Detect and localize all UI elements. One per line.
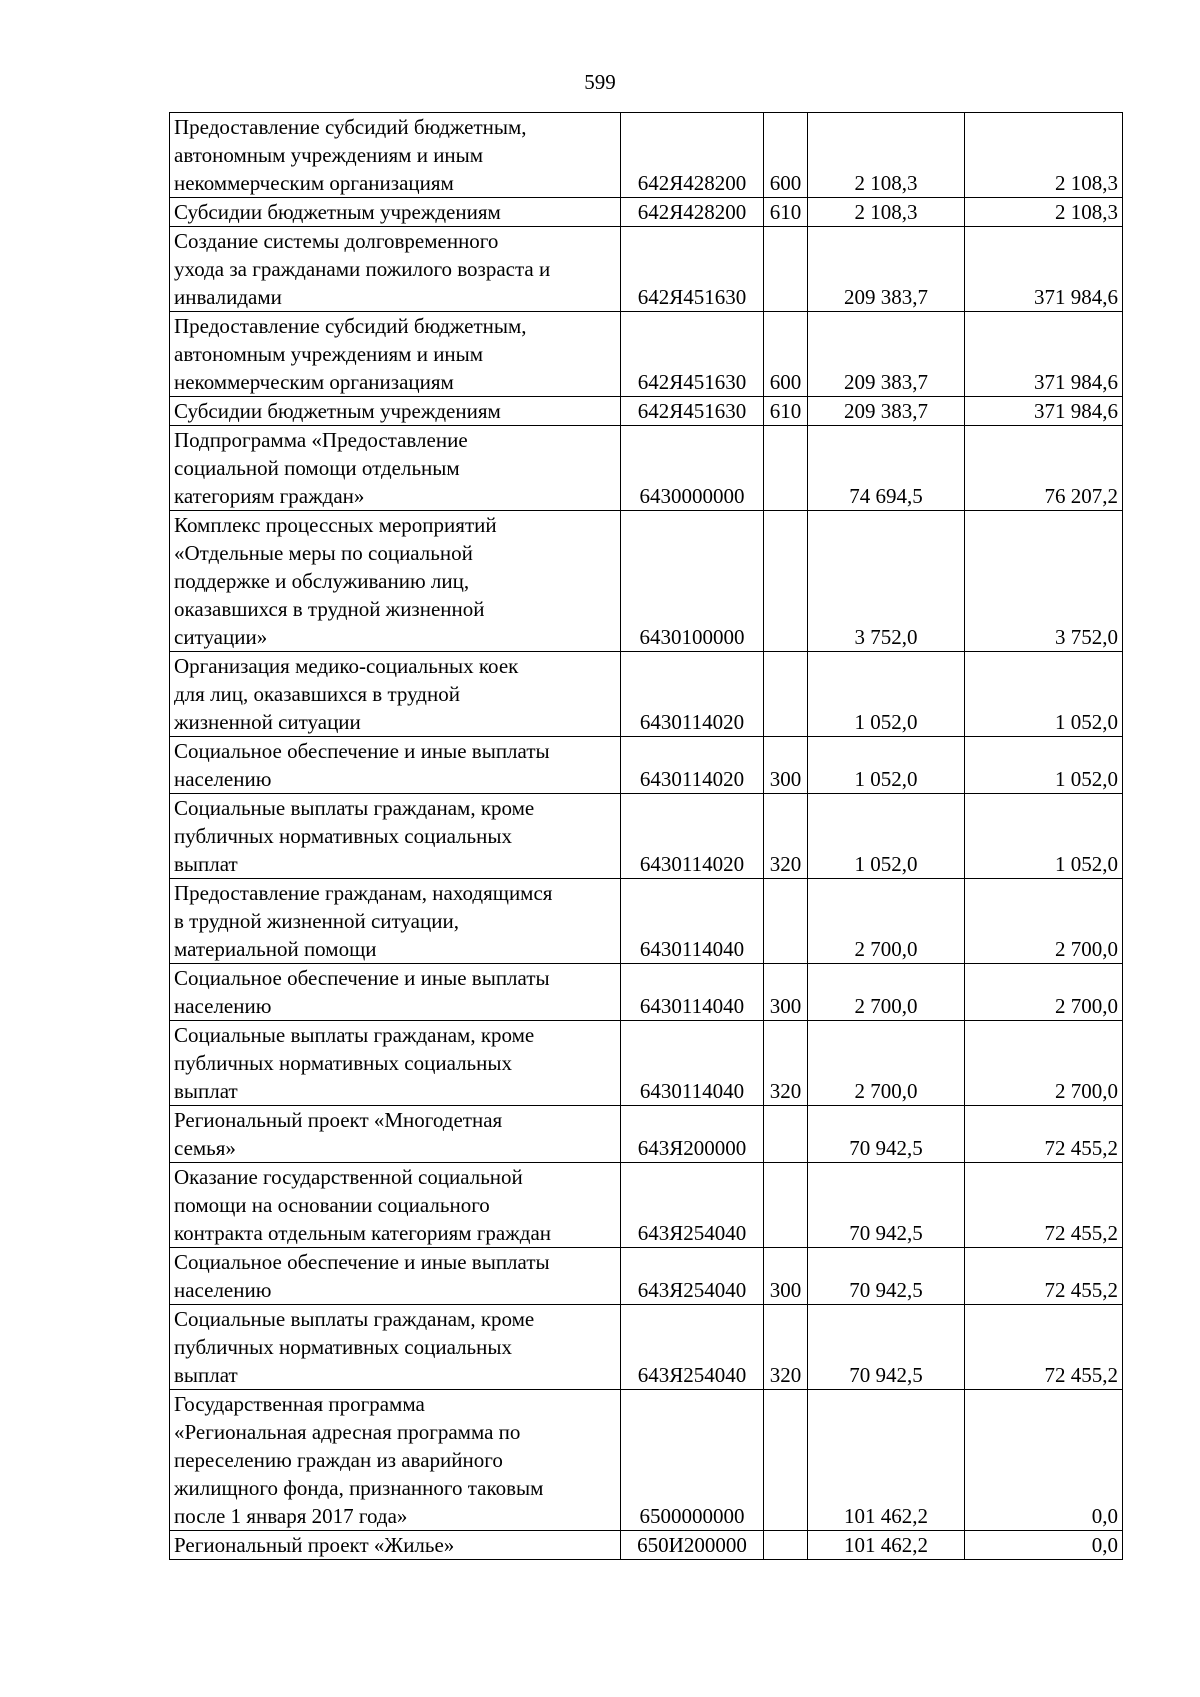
row-name-cell xyxy=(170,964,621,1021)
row-name-line: публичных нормативных социальных xyxy=(174,1335,512,1359)
table-row xyxy=(170,737,1123,794)
row-name-line: Предоставление субсидий бюджетным, xyxy=(174,115,527,139)
row-name-cell xyxy=(170,1021,621,1106)
row-code-cell: 6430100000 xyxy=(621,511,764,652)
row-code-cell: 642Я451630 xyxy=(621,312,764,397)
row-name-cell xyxy=(170,1106,621,1163)
row-name-line: жилищного фонда, признанного таковым xyxy=(174,1476,544,1500)
row-name-line: Социальные выплаты гражданам, кроме xyxy=(174,1307,535,1331)
row-expense-type-cell: 320 xyxy=(764,1305,808,1390)
page-number: 599 xyxy=(584,70,616,94)
row-amount-1-cell: 101 462,2 xyxy=(808,1390,965,1531)
table-row xyxy=(170,312,1123,397)
row-amount-2-cell: 0,0 xyxy=(965,1531,1123,1560)
row-name-line: Государственная программа xyxy=(174,1392,425,1416)
row-amount-2-cell: 76 207,2 xyxy=(965,426,1123,511)
row-amount-1-cell: 70 942,5 xyxy=(808,1305,965,1390)
row-expense-type-cell: 300 xyxy=(764,1248,808,1305)
row-name-cell xyxy=(170,1390,621,1531)
table-row xyxy=(170,879,1123,964)
row-name-cell xyxy=(170,1531,621,1560)
row-name-line: семья» xyxy=(174,1136,236,1160)
row-name-line: Социальное обеспечение и иные выплаты xyxy=(174,739,550,763)
row-name-cell xyxy=(170,652,621,737)
row-amount-1-cell: 1 052,0 xyxy=(808,652,965,737)
row-name-cell xyxy=(170,511,621,652)
row-amount-2-cell: 371 984,6 xyxy=(965,227,1123,312)
row-amount-1-cell: 2 700,0 xyxy=(808,964,965,1021)
row-amount-1-cell: 209 383,7 xyxy=(808,397,965,426)
table-row xyxy=(170,1390,1123,1531)
row-amount-1-cell: 3 752,0 xyxy=(808,511,965,652)
row-expense-type-cell: 600 xyxy=(764,312,808,397)
row-name-cell xyxy=(170,737,621,794)
row-amount-2-cell: 2 700,0 xyxy=(965,1021,1123,1106)
row-name-cell xyxy=(170,198,621,227)
row-amount-1-cell: 2 700,0 xyxy=(808,1021,965,1106)
row-amount-2-cell: 3 752,0 xyxy=(965,511,1123,652)
row-name-cell xyxy=(170,879,621,964)
table-row xyxy=(170,426,1123,511)
row-name-line: Социальные выплаты гражданам, кроме xyxy=(174,796,535,820)
table-row xyxy=(170,1106,1123,1163)
row-amount-1-cell: 74 694,5 xyxy=(808,426,965,511)
row-name-line: «Региональная адресная программа по xyxy=(174,1420,521,1444)
row-name-cell xyxy=(170,794,621,879)
row-code-cell: 643Я200000 xyxy=(621,1106,764,1163)
row-name-line: Субсидии бюджетным учреждениям xyxy=(174,399,501,423)
row-name-line: некоммерческим организациям xyxy=(174,171,454,195)
row-expense-type-cell: 610 xyxy=(764,198,808,227)
row-name-line: ситуации» xyxy=(174,625,268,649)
row-code-cell: 6430114040 xyxy=(621,964,764,1021)
table-row xyxy=(170,113,1123,198)
row-name-line: некоммерческим организациям xyxy=(174,370,454,394)
row-expense-type-cell xyxy=(764,1163,808,1248)
table-row xyxy=(170,1248,1123,1305)
row-code-cell: 6430114040 xyxy=(621,1021,764,1106)
row-name-line: Создание системы долговременного xyxy=(174,229,499,253)
row-name-line: населению xyxy=(174,1278,272,1302)
row-code-cell: 642Я428200 xyxy=(621,113,764,198)
row-expense-type-cell: 610 xyxy=(764,397,808,426)
row-name-line: помощи на основании социального xyxy=(174,1193,490,1217)
table-row xyxy=(170,397,1123,426)
row-name-line: Социальное обеспечение и иные выплаты xyxy=(174,966,550,990)
row-amount-2-cell: 2 108,3 xyxy=(965,113,1123,198)
row-code-cell: 642Я428200 xyxy=(621,198,764,227)
row-name-cell xyxy=(170,312,621,397)
row-expense-type-cell: 300 xyxy=(764,964,808,1021)
row-name-line: после 1 января 2017 года» xyxy=(174,1504,408,1528)
row-name-line: выплат xyxy=(174,852,238,876)
row-amount-2-cell: 1 052,0 xyxy=(965,794,1123,879)
row-code-cell: 642Я451630 xyxy=(621,397,764,426)
row-amount-1-cell: 1 052,0 xyxy=(808,737,965,794)
row-name-line: Социальное обеспечение и иные выплаты xyxy=(174,1250,550,1274)
row-expense-type-cell xyxy=(764,1390,808,1531)
row-name-line: Оказание государственной социальной xyxy=(174,1165,523,1189)
row-name-cell xyxy=(170,397,621,426)
table-row xyxy=(170,1305,1123,1390)
table-row xyxy=(170,794,1123,879)
row-amount-2-cell: 2 700,0 xyxy=(965,879,1123,964)
row-name-cell xyxy=(170,426,621,511)
row-name-line: ухода за гражданами пожилого возраста и xyxy=(174,257,551,281)
row-name-line: Социальные выплаты гражданам, кроме xyxy=(174,1023,535,1047)
row-code-cell: 6430114020 xyxy=(621,794,764,879)
row-name-line: для лиц, оказавшихся в трудной xyxy=(174,682,460,706)
row-name-line: Региональный проект «Жилье» xyxy=(174,1533,455,1557)
row-amount-2-cell: 72 455,2 xyxy=(965,1106,1123,1163)
row-name-cell xyxy=(170,1248,621,1305)
row-amount-2-cell: 371 984,6 xyxy=(965,312,1123,397)
row-name-cell xyxy=(170,227,621,312)
row-amount-2-cell: 1 052,0 xyxy=(965,652,1123,737)
row-name-line: населению xyxy=(174,994,272,1018)
table-row xyxy=(170,1531,1123,1560)
row-expense-type-cell xyxy=(764,879,808,964)
row-amount-1-cell: 2 108,3 xyxy=(808,198,965,227)
row-name-line: публичных нормативных социальных xyxy=(174,824,512,848)
row-name-line: социальной помощи отдельным xyxy=(174,456,460,480)
row-code-cell: 6430114040 xyxy=(621,879,764,964)
row-expense-type-cell xyxy=(764,1106,808,1163)
row-amount-1-cell: 2 108,3 xyxy=(808,113,965,198)
row-code-cell: 6430000000 xyxy=(621,426,764,511)
row-amount-1-cell: 70 942,5 xyxy=(808,1106,965,1163)
row-name-line: Подпрограмма «Предоставление xyxy=(174,428,468,452)
row-name-line: автономным учреждениям и иным xyxy=(174,143,484,167)
row-name-cell xyxy=(170,1305,621,1390)
row-name-line: населению xyxy=(174,767,272,791)
row-amount-1-cell: 1 052,0 xyxy=(808,794,965,879)
table-row xyxy=(170,1021,1123,1106)
row-name-line: категориям граждан» xyxy=(174,484,365,508)
row-expense-type-cell xyxy=(764,652,808,737)
row-name-line: выплат xyxy=(174,1363,238,1387)
row-name-line: Региональный проект «Многодетная xyxy=(174,1108,503,1132)
row-expense-type-cell: 320 xyxy=(764,1021,808,1106)
row-code-cell: 6430114020 xyxy=(621,652,764,737)
row-expense-type-cell: 320 xyxy=(764,794,808,879)
row-name-line: оказавшихся в трудной жизненной xyxy=(174,597,485,621)
row-name-line: контракта отдельным категориям граждан xyxy=(174,1221,552,1245)
table-row xyxy=(170,198,1123,227)
row-amount-1-cell: 101 462,2 xyxy=(808,1531,965,1560)
row-amount-2-cell: 1 052,0 xyxy=(965,737,1123,794)
row-expense-type-cell: 600 xyxy=(764,113,808,198)
row-amount-1-cell: 70 942,5 xyxy=(808,1248,965,1305)
row-name-line: материальной помощи xyxy=(174,937,377,961)
row-name-line: выплат xyxy=(174,1079,238,1103)
row-name-line: в трудной жизненной ситуации, xyxy=(174,909,459,933)
row-code-cell: 643Я254040 xyxy=(621,1305,764,1390)
row-name-line: инвалидами xyxy=(174,285,282,309)
row-amount-2-cell: 2 700,0 xyxy=(965,964,1123,1021)
budget-table-body xyxy=(170,113,1123,1560)
row-amount-1-cell: 209 383,7 xyxy=(808,312,965,397)
row-code-cell: 6500000000 xyxy=(621,1390,764,1531)
row-expense-type-cell xyxy=(764,426,808,511)
row-name-line: поддержке и обслуживанию лиц, xyxy=(174,569,470,593)
row-code-cell: 642Я451630 xyxy=(621,227,764,312)
budget-table xyxy=(169,112,1123,1560)
table-row xyxy=(170,964,1123,1021)
row-amount-2-cell: 0,0 xyxy=(965,1390,1123,1531)
row-code-cell: 643Я254040 xyxy=(621,1163,764,1248)
row-name-line: публичных нормативных социальных xyxy=(174,1051,512,1075)
row-amount-2-cell: 72 455,2 xyxy=(965,1305,1123,1390)
row-name-line: Предоставление субсидий бюджетным, xyxy=(174,314,527,338)
table-row xyxy=(170,652,1123,737)
table-row xyxy=(170,227,1123,312)
row-expense-type-cell: 300 xyxy=(764,737,808,794)
row-amount-2-cell: 72 455,2 xyxy=(965,1248,1123,1305)
row-amount-2-cell: 371 984,6 xyxy=(965,397,1123,426)
row-code-cell: 650И200000 xyxy=(621,1531,764,1560)
row-expense-type-cell xyxy=(764,1531,808,1560)
row-expense-type-cell xyxy=(764,511,808,652)
row-name-line: Комплекс процессных мероприятий xyxy=(174,513,497,537)
row-name-line: Организация медико-социальных коек xyxy=(174,654,519,678)
row-name-line: Субсидии бюджетным учреждениям xyxy=(174,200,501,224)
row-name-cell xyxy=(170,1163,621,1248)
row-name-cell xyxy=(170,113,621,198)
row-name-line: автономным учреждениям и иным xyxy=(174,342,484,366)
row-code-cell: 6430114020 xyxy=(621,737,764,794)
row-amount-2-cell: 2 108,3 xyxy=(965,198,1123,227)
row-name-line: «Отдельные меры по социальной xyxy=(174,541,473,565)
row-amount-1-cell: 209 383,7 xyxy=(808,227,965,312)
row-expense-type-cell xyxy=(764,227,808,312)
row-name-line: жизненной ситуации xyxy=(174,710,361,734)
table-row xyxy=(170,511,1123,652)
row-name-line: переселению граждан из аварийного xyxy=(174,1448,503,1472)
table-row xyxy=(170,1163,1123,1248)
row-code-cell: 643Я254040 xyxy=(621,1248,764,1305)
row-amount-1-cell: 2 700,0 xyxy=(808,879,965,964)
row-amount-2-cell: 72 455,2 xyxy=(965,1163,1123,1248)
row-amount-1-cell: 70 942,5 xyxy=(808,1163,965,1248)
row-name-line: Предоставление гражданам, находящимся xyxy=(174,881,553,905)
